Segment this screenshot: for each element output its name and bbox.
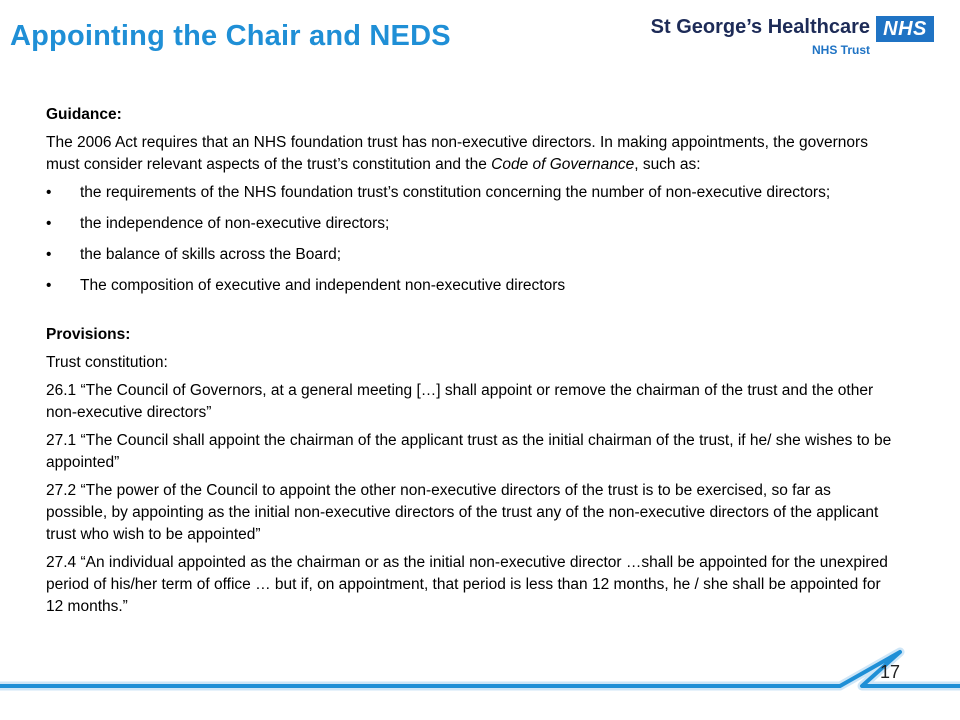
bullet-icon: • xyxy=(46,246,52,263)
bullet-text: the requirements of the NHS foundation trust’s constitution concerning the number of non-executive directors; xyxy=(80,184,831,201)
bullet-icon: • xyxy=(46,215,52,232)
bullet-icon: • xyxy=(46,277,52,294)
guidance-heading: Guidance: xyxy=(46,106,122,123)
code-of-governance-text: Code of Governance xyxy=(491,156,635,173)
slide-title: Appointing the Chair and NEDS xyxy=(10,20,451,52)
guidance-bullet-list xyxy=(46,182,896,297)
list-item xyxy=(46,244,896,266)
list-item xyxy=(46,182,896,204)
provisions-heading: Provisions: xyxy=(46,326,131,343)
trust-constitution-label: Trust constitution: xyxy=(46,354,168,371)
nhs-badge: NHS xyxy=(876,16,934,42)
footer-swoosh xyxy=(0,640,960,710)
bullet-text: The composition of executive and independent non-executive directors xyxy=(80,277,566,294)
nhs-trust-logo xyxy=(650,12,946,62)
provision-26-1: 26.1 “The Council of Governors, at a general meeting […] shall appoint or remove the chairman of the trust and the other non-executive directors” xyxy=(46,382,874,421)
guidance-intro-after: , such as: xyxy=(634,156,701,173)
logo-subtitle: NHS Trust xyxy=(811,43,870,57)
slide-body xyxy=(46,104,896,624)
provision-27-2: 27.2 “The power of the Council to appoint the other non-executive directors of the trust is to be exercised, so far as possible, by appointing as the initial non-executive directors of the trust any of the non-executive directors of the applicant trust who wish to be appointed” xyxy=(46,482,879,543)
page-number: 17 xyxy=(880,662,901,682)
guidance-intro xyxy=(46,132,896,176)
guidance-intro-before: The 2006 Act requires that an NHS foundation trust has non-executive directors. In making appointments, the governors must consider relevant aspects of the trust’s constitution and the xyxy=(46,134,868,173)
provision-27-4: 27.4 “An individual appointed as the chairman or as the initial non-executive director …shall be appointed for the unexpired period of his/her term of office … but if, on appointment, that period is less than 12 months, he / she shall be appointed for 12 months.” xyxy=(46,554,888,615)
bullet-text: the balance of skills across the Board; xyxy=(80,246,342,263)
bullet-icon: • xyxy=(46,184,52,201)
provision-27-1: 27.1 “The Council shall appoint the chairman of the applicant trust as the initial chairman of the trust, if he/ she wishes to be appointed” xyxy=(46,432,892,471)
list-item xyxy=(46,213,896,235)
list-item xyxy=(46,275,896,297)
bullet-text: the independence of non-executive directors; xyxy=(80,215,390,232)
logo-org-name: St George’s Healthcare xyxy=(650,16,870,38)
